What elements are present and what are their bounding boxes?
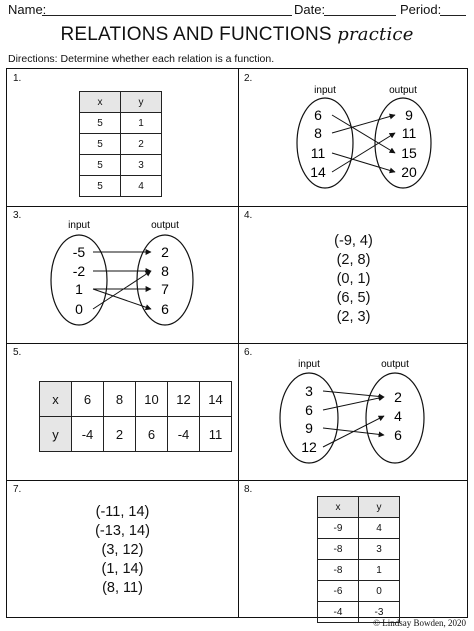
problem-number: 1. <box>13 73 22 84</box>
input-value: 1 <box>75 281 83 297</box>
table-row <box>80 155 162 176</box>
output-value: 11 <box>401 125 417 141</box>
table-header-cell: y <box>121 92 162 113</box>
table-cell: 0 <box>359 581 400 602</box>
table-header-cell: x <box>40 382 72 417</box>
table-row <box>40 382 232 417</box>
input-value: 12 <box>301 439 317 455</box>
problem-8 <box>238 480 469 617</box>
directions: Directions: Determine whether each relation is a function. <box>8 53 275 65</box>
table-cell: 4 <box>121 176 162 197</box>
mapping-arrow <box>93 271 151 309</box>
table-cell: 6 <box>136 417 168 452</box>
problem-4 <box>238 206 469 343</box>
table-header-cell: y <box>359 497 400 518</box>
period-blank[interactable] <box>440 15 466 16</box>
ordered-pair: (1, 14) <box>101 561 144 577</box>
table-cell: 5 <box>80 176 121 197</box>
output-value: 6 <box>161 301 169 317</box>
table-header-row <box>318 497 400 518</box>
output-value: 2 <box>394 389 402 405</box>
problem-5 <box>7 343 238 480</box>
table-row <box>318 581 400 602</box>
table-cell: 5 <box>80 155 121 176</box>
period-label: Period: <box>400 2 442 17</box>
input-value: 8 <box>314 125 322 141</box>
output-value: 4 <box>394 408 402 424</box>
input-value: 9 <box>305 420 313 436</box>
xy-table-horizontal <box>39 381 232 452</box>
title-script: practice <box>337 24 414 45</box>
output-label: output <box>381 359 409 370</box>
table-cell: -4 <box>168 417 200 452</box>
table-cell: 6 <box>72 382 104 417</box>
table-cell: 2 <box>121 134 162 155</box>
input-value: -2 <box>72 263 86 279</box>
table-row <box>80 176 162 197</box>
table-header-cell: x <box>318 497 359 518</box>
table-cell: 3 <box>359 539 400 560</box>
table-cell: 1 <box>359 560 400 581</box>
table-cell: 10 <box>136 382 168 417</box>
table-cell: 11 <box>200 417 232 452</box>
title-main: RELATIONS AND FUNCTIONS <box>60 24 332 45</box>
date-blank[interactable] <box>324 15 396 16</box>
problem-1 <box>7 69 238 206</box>
ordered-pairs <box>238 232 469 327</box>
table-row <box>40 417 232 452</box>
table-cell: -4 <box>72 417 104 452</box>
output-value: 6 <box>394 427 402 443</box>
input-value: 11 <box>310 145 326 161</box>
mapping-arrow <box>332 115 395 153</box>
input-value: 0 <box>75 301 83 317</box>
problem-number: 2. <box>244 73 253 84</box>
table-cell: 1 <box>121 113 162 134</box>
input-value: 3 <box>305 383 313 399</box>
ordered-pair: (0, 1) <box>336 271 371 287</box>
table-cell: 8 <box>104 382 136 417</box>
table-cell: 3 <box>121 155 162 176</box>
table-row <box>318 518 400 539</box>
problem-7 <box>7 480 238 617</box>
table-row <box>318 539 400 560</box>
mapping-arrow <box>323 397 384 410</box>
table-cell: 14 <box>200 382 232 417</box>
table-header-cell: x <box>80 92 121 113</box>
problem-grid <box>6 68 468 618</box>
input-value: 6 <box>305 402 313 418</box>
page-title <box>0 24 474 46</box>
table-row <box>80 113 162 134</box>
table-cell: 2 <box>104 417 136 452</box>
output-label: output <box>389 85 417 96</box>
input-value: 14 <box>310 164 326 180</box>
mapping-diagram <box>238 69 469 206</box>
table-cell: 5 <box>80 134 121 155</box>
problem-number: 4. <box>244 210 253 221</box>
mapping-arrow <box>323 391 384 397</box>
output-value: 2 <box>161 244 169 260</box>
table-header-cell: y <box>40 417 72 452</box>
output-label: output <box>151 220 179 231</box>
ordered-pair: (8, 11) <box>102 580 143 596</box>
input-value: 6 <box>314 107 322 123</box>
table-cell: -6 <box>318 581 359 602</box>
problem-number: 6. <box>244 347 253 358</box>
date-label: Date: <box>294 2 326 17</box>
output-value: 7 <box>161 281 169 297</box>
ordered-pair: (2, 3) <box>336 309 371 325</box>
table-cell: -8 <box>318 560 359 581</box>
ordered-pairs <box>7 503 238 598</box>
input-label: input <box>68 220 90 231</box>
input-value: -5 <box>72 244 86 260</box>
output-value: 20 <box>401 164 417 180</box>
ordered-pair: (-11, 14) <box>95 504 150 520</box>
input-label: input <box>314 85 336 96</box>
ordered-pair: (-9, 4) <box>334 233 373 249</box>
xy-table <box>79 91 162 197</box>
problem-2 <box>238 69 469 206</box>
table-cell: 4 <box>359 518 400 539</box>
ordered-pair: (-13, 14) <box>95 523 150 539</box>
table-cell: -4 <box>318 602 359 623</box>
ordered-pair: (6, 5) <box>336 290 371 306</box>
table-row <box>80 134 162 155</box>
mapping-arrow <box>323 416 384 447</box>
table-row <box>318 560 400 581</box>
output-value: 8 <box>161 263 169 279</box>
table-cell: -3 <box>359 602 400 623</box>
table-cell: -8 <box>318 539 359 560</box>
ordered-pair: (3, 12) <box>101 542 144 558</box>
mapping-arrow <box>332 153 395 172</box>
mapping-diagram <box>7 206 238 343</box>
name-blank[interactable] <box>42 15 292 16</box>
name-label: Name: <box>8 2 47 17</box>
mapping-diagram <box>238 343 469 480</box>
mapping-arrow <box>332 133 395 172</box>
problem-number: 3. <box>13 210 22 221</box>
problem-number: 5. <box>13 347 22 358</box>
problem-number: 8. <box>244 484 253 495</box>
table-cell: 5 <box>80 113 121 134</box>
table-cell: 12 <box>168 382 200 417</box>
input-label: input <box>298 359 320 370</box>
problem-3 <box>7 206 238 343</box>
output-value: 15 <box>401 145 417 161</box>
ordered-pair: (2, 8) <box>336 252 371 268</box>
problem-6 <box>238 343 469 480</box>
mapping-arrow <box>332 115 395 133</box>
table-cell: -9 <box>318 518 359 539</box>
problem-number: 7. <box>13 484 22 495</box>
header-line <box>8 2 468 20</box>
xy-table <box>317 496 400 623</box>
table-header-row <box>80 92 162 113</box>
copyright-credit: © Lindsay Bowden, 2020 <box>373 618 466 628</box>
output-value: 9 <box>405 107 413 123</box>
